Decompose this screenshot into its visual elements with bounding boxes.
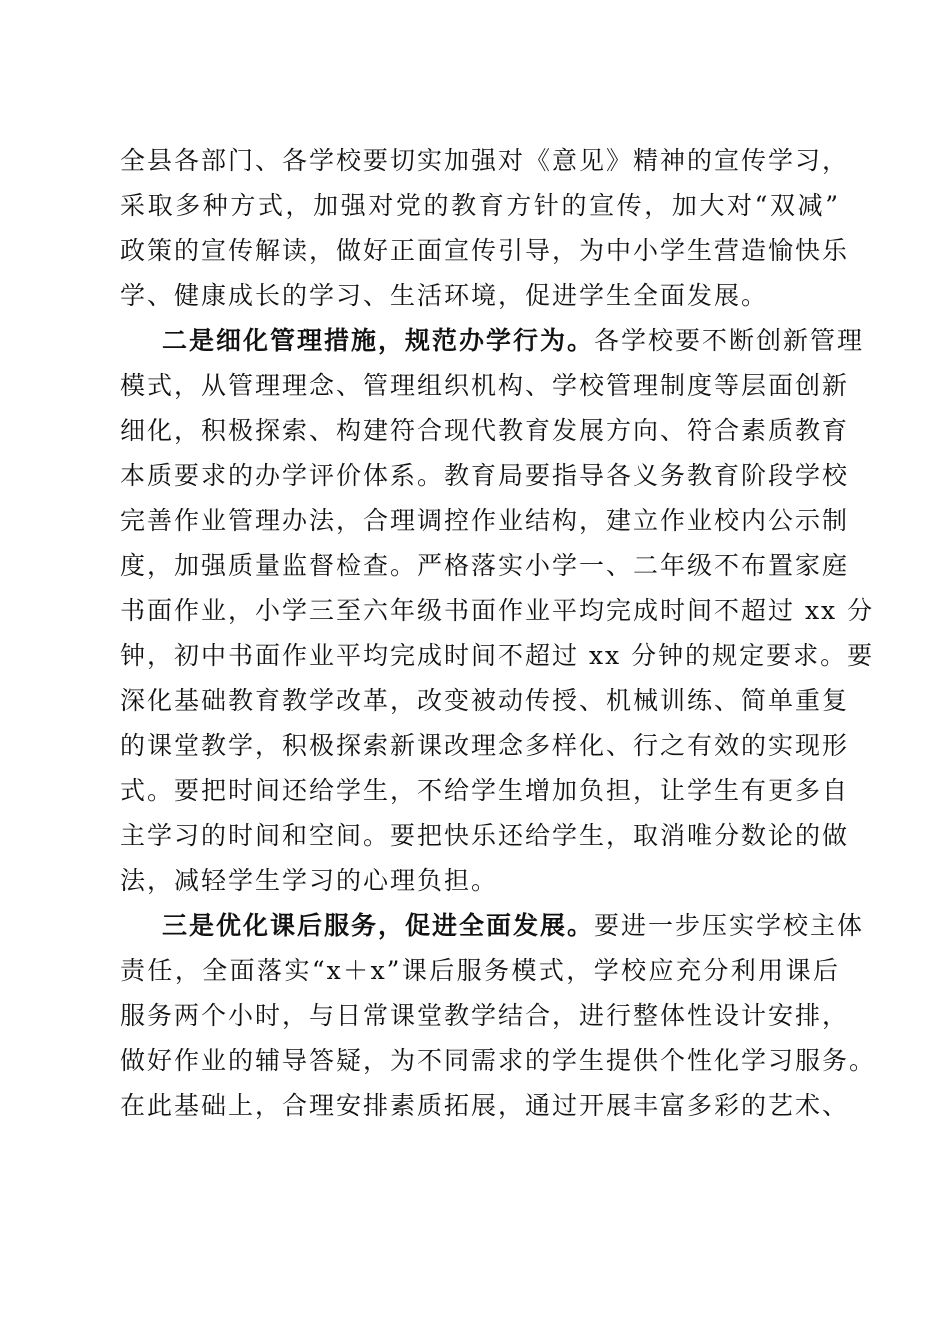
- text-line: 做好作业的辅导答疑，为不同需求的学生提供个性化学习服务。: [120, 1046, 877, 1075]
- paragraph-first-line: [120, 318, 865, 363]
- document-page: [120, 138, 877, 1128]
- paragraph-1: [120, 138, 850, 318]
- text-line: 本质要求的办学评价体系。教育局要指导各义务教育阶段学校: [120, 461, 850, 490]
- paragraph-2: [120, 318, 875, 903]
- text-line: 采取多种方式，加强对党的教育方针的宣传，加大对“双减”: [120, 191, 840, 220]
- text-line: 钟，初中书面作业平均完成时间不超过 xx 分钟的规定要求。要: [120, 641, 875, 670]
- text-line: 责任，全面落实“x＋x”课后服务模式，学校应充分利用课后: [120, 956, 840, 985]
- text-line: 深化基础教育教学改革，改变被动传授、机械训练、简单重复: [120, 686, 850, 715]
- paragraph-heading: 二是细化管理措施，规范办学行为。: [162, 326, 595, 355]
- text-line: 完善作业管理办法，合理调控作业结构，建立作业校内公示制: [120, 506, 850, 535]
- text-line: 式。要把时间还给学生，不给学生增加负担，让学生有更多自: [120, 776, 850, 805]
- paragraph-3: [120, 903, 877, 1128]
- text-span: 要进一步压实学校主体: [594, 911, 865, 940]
- text-line: 学、健康成长的学习、生活环境，促进学生全面发展。: [120, 281, 769, 310]
- text-line: 服务两个小时，与日常课堂教学结合，进行整体性设计安排，: [120, 1001, 850, 1030]
- text-line: 模式，从管理理念、管理组织机构、学校管理制度等层面创新: [120, 371, 850, 400]
- text-line: 度，加强质量监督检查。严格落实小学一、二年级不布置家庭: [120, 551, 850, 580]
- text-line: 主学习的时间和空间。要把快乐还给学生，取消唯分数论的做: [120, 821, 850, 850]
- text-span: 各学校要不断创新管理: [594, 326, 865, 355]
- text-line: 书面作业，小学三至六年级书面作业平均完成时间不超过 xx 分: [120, 596, 875, 625]
- text-line: 在此基础上，合理安排素质拓展，通过开展丰富多彩的艺术、: [120, 1091, 850, 1120]
- paragraph-heading: 三是优化课后服务，促进全面发展。: [162, 911, 595, 940]
- text-line: 全县各部门、各学校要切实加强对《意见》精神的宣传学习，: [120, 146, 850, 175]
- text-line: 法，减轻学生学习的心理负担。: [120, 866, 499, 895]
- text-line: 政策的宣传解读，做好正面宣传引导，为中小学生营造愉快乐: [120, 236, 850, 265]
- text-line: 细化，积极探索、构建符合现代教育发展方向、符合素质教育: [120, 416, 850, 445]
- text-line: 的课堂教学，积极探索新课改理念多样化、行之有效的实现形: [120, 731, 850, 760]
- paragraph-first-line: [120, 903, 865, 948]
